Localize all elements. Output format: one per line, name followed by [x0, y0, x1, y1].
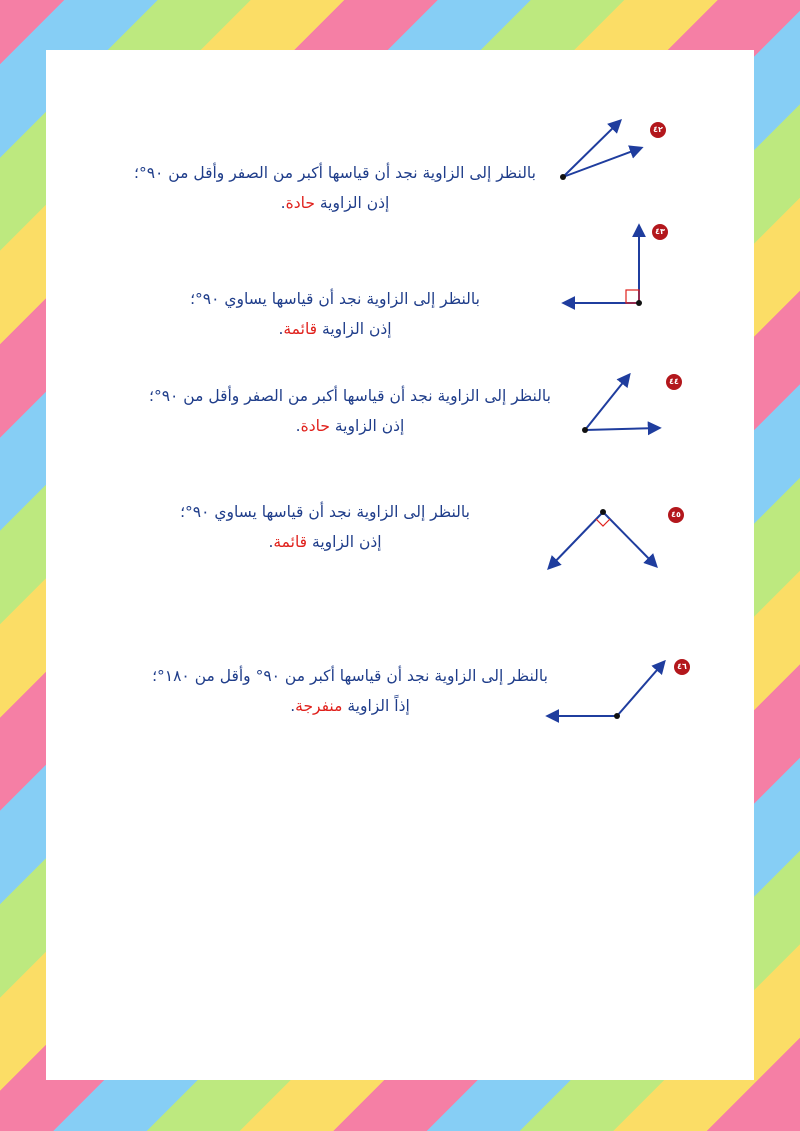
reasoning-line: بالنظر إلى الزاوية نجد أن قياسها أكبر من ٩٠° وأقل من ١٨٠°؛ [152, 667, 548, 685]
exercise-number-badge: ٤٢ [650, 122, 666, 138]
conclusion-prefix: إذن الزاوية [317, 320, 392, 338]
conclusion-prefix: إذن الزاوية [329, 417, 405, 435]
exercise-number-badge: ٤٥ [668, 507, 684, 523]
period: . [280, 194, 286, 212]
conclusion-prefix: إذن الزاوية [307, 533, 382, 551]
period: . [290, 697, 296, 715]
conclusion-line [125, 691, 575, 721]
reasoning-line: بالنظر إلى الزاوية نجد أن قياسها أكبر من الصفر وأقل من ٩٠°؛ [149, 387, 551, 405]
answer-word: منفرجة [295, 697, 343, 715]
answer-word: حادة [300, 417, 330, 435]
answer-word: قائمة [273, 533, 308, 551]
period: . [278, 320, 284, 338]
exercise-number-badge: ٤٦ [674, 659, 690, 675]
period: . [295, 417, 301, 435]
conclusion-prefix: إذن الزاوية [314, 194, 390, 212]
angle-ray [617, 662, 664, 716]
exercise-number-badge: ٤٣ [652, 224, 668, 240]
exercise-number-badge: ٤٤ [666, 374, 682, 390]
reasoning-line: بالنظر إلى الزاوية نجد أن قياسها أكبر من الصفر وأقل من ٩٠°؛ [134, 164, 536, 182]
reasoning-line: بالنظر إلى الزاوية نجد أن قياسها يساوي ٩٠°؛ [180, 503, 470, 521]
answer-word: قائمة [283, 320, 318, 338]
angle-vertex [614, 713, 620, 719]
conclusion-prefix: إذاً الزاوية [342, 697, 410, 715]
answer-word: حادة [285, 194, 315, 212]
explanation-text [125, 661, 575, 721]
reasoning-line: بالنظر إلى الزاوية نجد أن قياسها يساوي ٩٠°؛ [190, 290, 480, 308]
period: . [268, 533, 274, 551]
